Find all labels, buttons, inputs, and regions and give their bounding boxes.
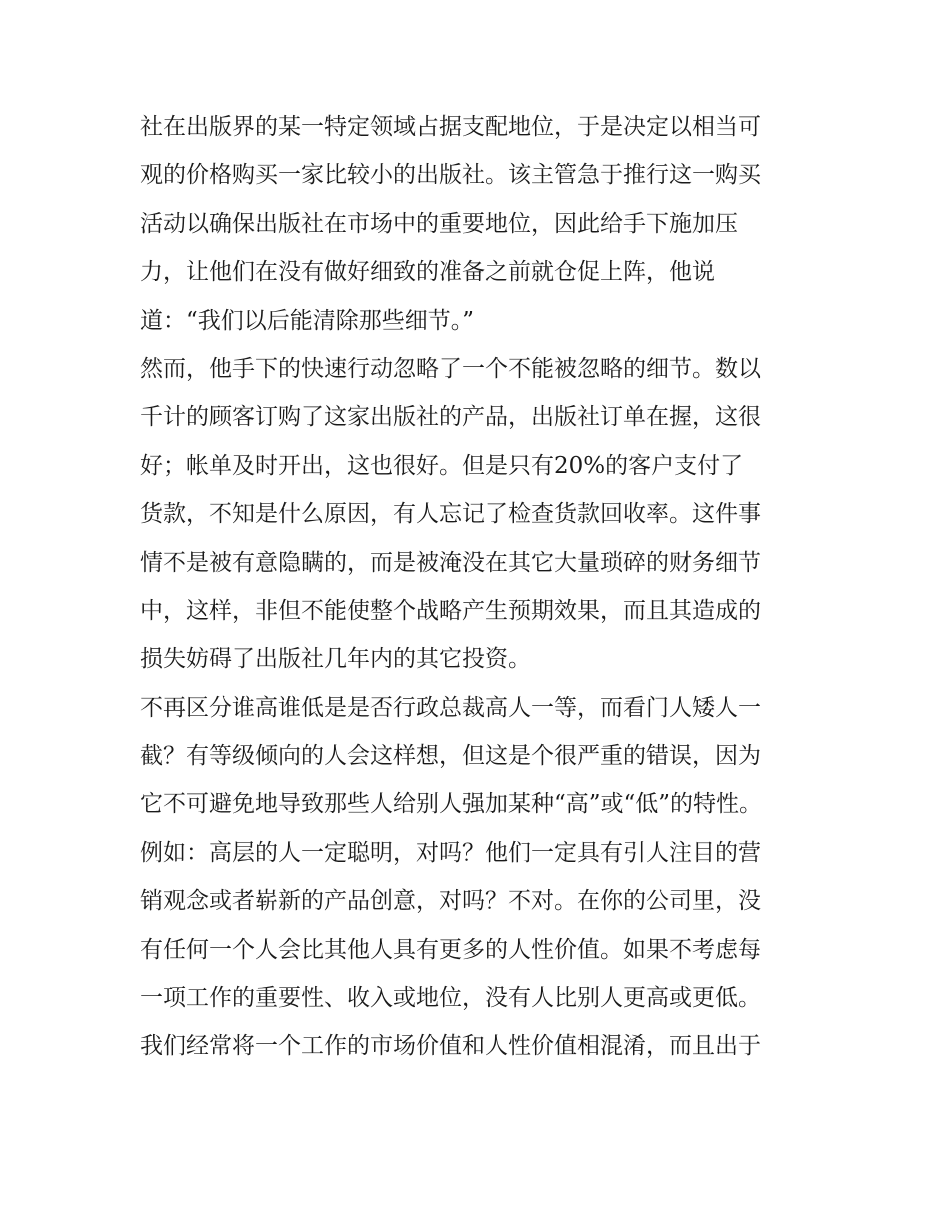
text-line: 观的价格购买一家比较小的出版社。该主管急于推行这一购买	[140, 162, 761, 189]
document-page	[140, 103, 820, 1071]
text-line: 情不是被有意隐瞒的，而是被淹没在其它大量琐碎的财务细节	[140, 549, 761, 576]
text-line: 损失妨碍了出版社几年内的其它投资。	[140, 646, 531, 673]
text-line: 我们经常将一个工作的市场价值和人性价值相混淆，而且出于	[140, 1033, 761, 1060]
text-line: 好；帐单及时开出，这也很好。但是只有20%的客户支付了	[140, 452, 744, 479]
text-line: 货款，不知是什么原因，有人忘记了检查货款回收率。这件事	[140, 501, 761, 528]
text-line: 道：“我们以后能清除那些细节。”	[140, 307, 475, 334]
text-line: 例如：高层的人一定聪明，对吗？他们一定具有引人注目的营	[140, 839, 761, 866]
text-line: 销观念或者崭新的产品创意，对吗？不对。在你的公司里，没	[140, 888, 761, 915]
text-line: 社在出版界的某一特定领域占据支配地位，于是决定以相当可	[140, 114, 761, 140]
text-line: 它不可避免地导致那些人给别人强加某种“高”或“低”的特性。	[140, 791, 763, 818]
text-line: 然而，他手下的快速行动忽略了一个不能被忽略的细节。数以	[140, 355, 761, 382]
text-line: 力，让他们在没有做好细致的准备之前就仓促上阵，他说	[140, 259, 715, 286]
text-line: 有任何一个人会比其他人具有更多的人性价值。如果不考虑每	[140, 936, 761, 963]
text-line: 活动以确保出版社在市场中的重要地位，因此给手下施加压	[140, 210, 738, 237]
text-line: 不再区分谁高谁低是是否行政总裁高人一等，而看门人矮人一	[140, 694, 761, 721]
text-line: 千计的顾客订购了这家出版社的产品，出版社订单在握，这很	[140, 404, 761, 431]
text-line: 截？有等级倾向的人会这样想，但这是个很严重的错误，因为	[140, 743, 761, 770]
text-line: 中，这样，非但不能使整个战略产生预期效果，而且其造成的	[140, 597, 761, 624]
text-line: 一项工作的重要性、收入或地位，没有人比别人更高或更低。	[140, 985, 761, 1012]
